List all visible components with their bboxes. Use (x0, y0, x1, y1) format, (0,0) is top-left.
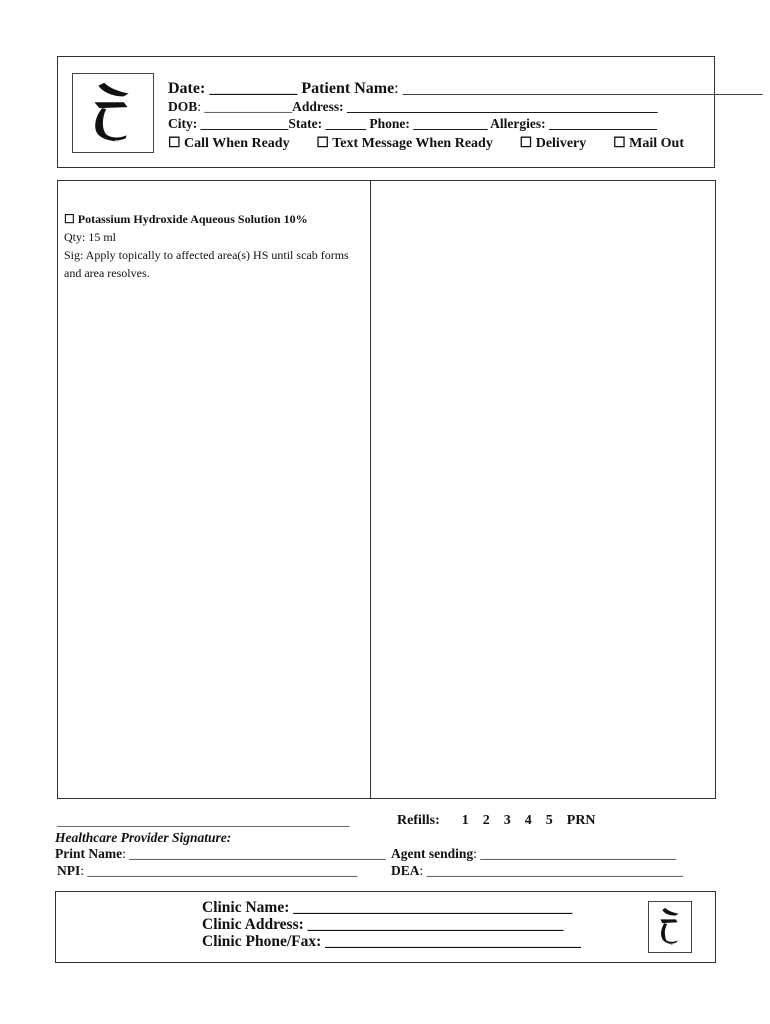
mail-out-checkbox[interactable]: ☐ Mail Out (613, 136, 684, 151)
provider-signature-label: Healthcare Provider Signature: (55, 830, 232, 845)
agent-sending-line (391, 846, 676, 862)
signature-line[interactable]: _____________________________________________ (57, 813, 350, 828)
clinic-address-label: Clinic Address: (202, 916, 304, 933)
allergies-label: Allergies: (490, 116, 546, 131)
dea-label: DEA (391, 863, 420, 878)
state-field[interactable]: ______ (322, 116, 370, 131)
prescription-item (64, 210, 354, 282)
patient-name-field[interactable]: _____________________________________________ (402, 80, 763, 97)
refills-label: Refills: (397, 813, 440, 828)
clinic-address-line (202, 916, 563, 934)
clinic-name-field[interactable]: ____________________________________ (289, 899, 573, 916)
dob-address-line (168, 99, 658, 115)
allergies-field[interactable]: ________________ (545, 116, 657, 131)
delivery-checkbox[interactable]: ☐ Delivery (519, 136, 587, 151)
npi-line (57, 863, 357, 879)
clinic-phone-line (202, 933, 581, 951)
refill-option-5[interactable]: 5 (545, 813, 553, 828)
clinic-phone-label: Clinic Phone/Fax: (202, 933, 322, 950)
city-state-phone-line (168, 116, 657, 132)
prescription-area (57, 180, 716, 799)
refills-row (397, 813, 596, 829)
print-name-line (55, 846, 386, 862)
dob-field[interactable]: : _____________ (197, 99, 293, 114)
phone-label: Phone: (369, 116, 410, 131)
clinic-name-line (202, 899, 572, 917)
address-field[interactable]: ______________________________________________ (343, 99, 658, 114)
clinic-phone-field[interactable]: _________________________________ (321, 933, 581, 950)
sig-text: Sig: Apply topically to affected area(s) HS until scab forms and area resolves. (64, 248, 349, 280)
dob-label: DOB (168, 99, 198, 114)
call-when-ready-checkbox[interactable]: ☐ Call When Ready (168, 136, 290, 151)
print-name-label: Print Name (55, 846, 123, 861)
address-label: Address: (292, 99, 344, 114)
dea-line (391, 863, 683, 879)
clinic-info-section (55, 891, 716, 963)
patient-info-section (57, 56, 763, 168)
city-field[interactable]: _____________ (197, 116, 289, 131)
refill-option-3[interactable]: 3 (503, 813, 511, 828)
quantity-text: Qty: 15 ml (64, 230, 117, 244)
refill-option-2[interactable]: 2 (482, 813, 490, 828)
notification-options (168, 135, 684, 152)
agent-sending-label: Agent sending (391, 846, 474, 861)
patient-name-colon: : (394, 80, 399, 97)
clinic-name-label: Clinic Name: (202, 899, 290, 916)
refill-option-4[interactable]: 4 (524, 813, 532, 828)
medication-checkbox[interactable]: ☐ Potassium Hydroxide Aqueous Solution 10% (64, 212, 308, 226)
refill-option-1[interactable]: 1 (461, 813, 469, 828)
refill-option-prn[interactable]: PRN (566, 813, 596, 828)
npi-field[interactable]: : ________________________________________ (80, 863, 358, 878)
city-label: City: (168, 116, 198, 131)
phone-field[interactable]: ___________ (409, 116, 491, 131)
text-message-checkbox[interactable]: ☐ Text Message When Ready (316, 136, 493, 151)
clinic-address-field[interactable]: _________________________________ (303, 916, 564, 933)
date-field[interactable]: ___________ (209, 80, 298, 97)
pharmacy-logo-icon (72, 73, 154, 153)
print-name-field[interactable]: : ______________________________________ (122, 846, 386, 861)
dea-field[interactable]: : ______________________________________ (419, 863, 684, 878)
npi-label: NPI (57, 863, 81, 878)
agent-sending-field[interactable]: : _____________________________ (473, 846, 677, 861)
state-label: State: (288, 116, 323, 131)
date-label: Date: (168, 80, 206, 97)
clinic-logo-icon (648, 901, 692, 953)
column-divider (370, 181, 371, 798)
date-patient-line (168, 80, 763, 98)
patient-name-label: Patient Name (301, 80, 395, 97)
